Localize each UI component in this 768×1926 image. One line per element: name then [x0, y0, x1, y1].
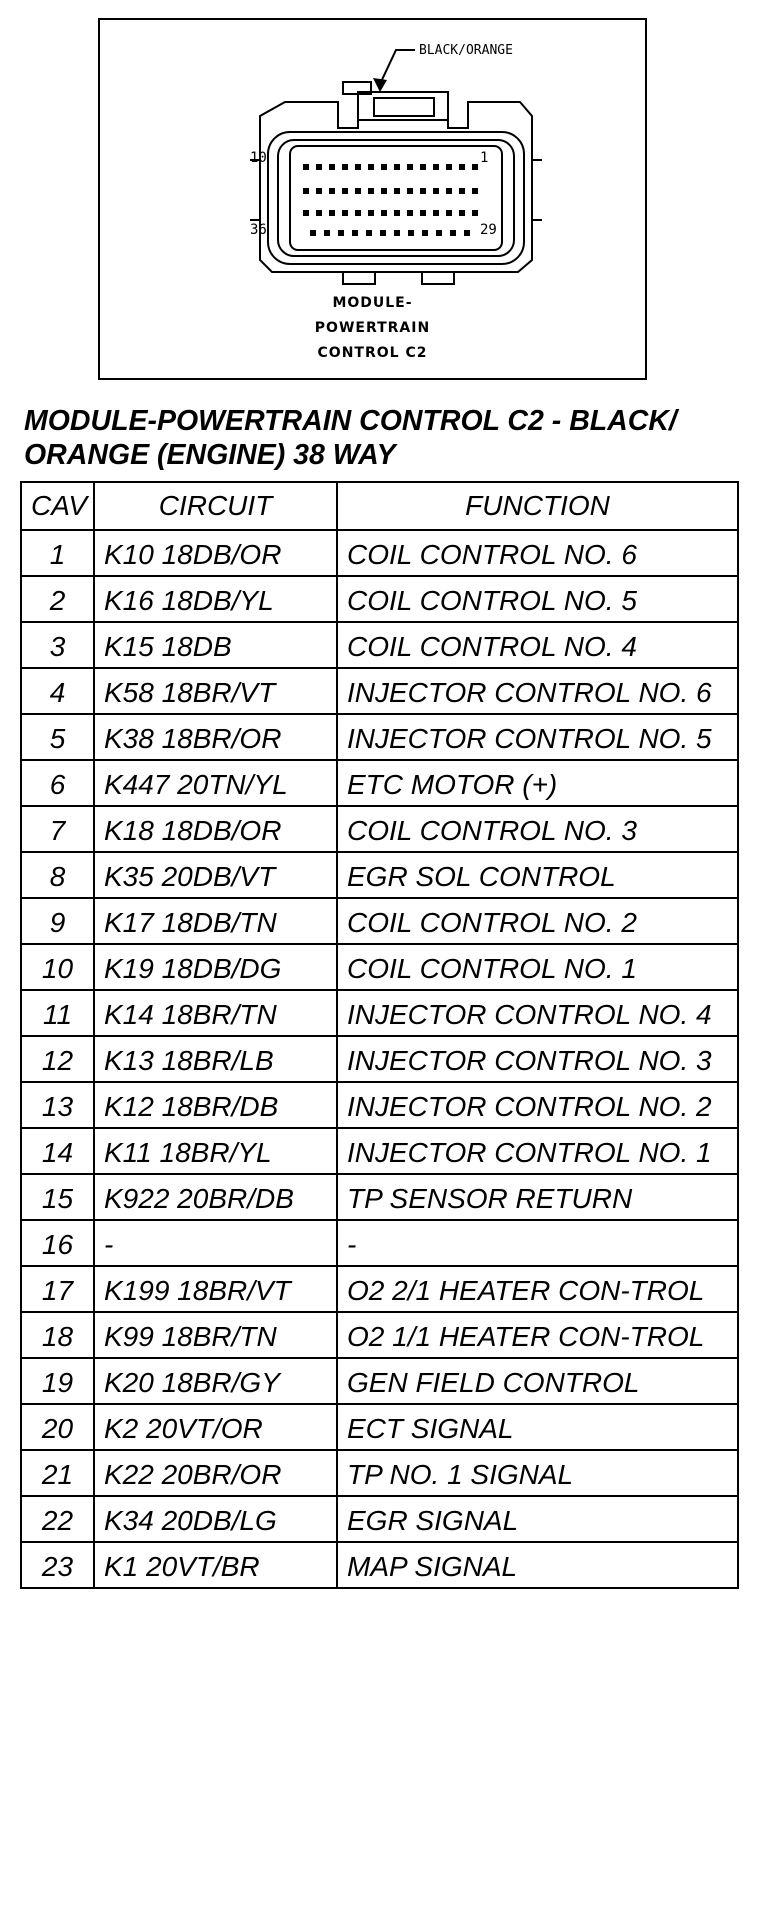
- cell-function: GEN FIELD CONTROL: [337, 1358, 738, 1404]
- table-row: [21, 1036, 738, 1082]
- table-row: [21, 622, 738, 668]
- table-row: [21, 898, 738, 944]
- cell-circuit: K13 18BR/LB: [94, 1036, 337, 1082]
- pin-label-1: 1: [480, 150, 489, 166]
- figure-caption-line: POWERTRAIN: [314, 320, 431, 336]
- table-row: [21, 1220, 738, 1266]
- table-row: [21, 990, 738, 1036]
- table-row: [21, 1542, 738, 1588]
- header-cav: CAV: [21, 482, 94, 530]
- header-function: FUNCTION: [337, 482, 738, 530]
- cell-function: INJECTOR CONTROL NO. 5: [337, 714, 738, 760]
- cell-cav: 5: [21, 714, 94, 760]
- cell-cav: 23: [21, 1542, 94, 1588]
- cell-circuit: K38 18BR/OR: [94, 714, 337, 760]
- cell-cav: 11: [21, 990, 94, 1036]
- cell-circuit: K58 18BR/VT: [94, 668, 337, 714]
- table-row: [21, 1128, 738, 1174]
- cell-function: COIL CONTROL NO. 1: [337, 944, 738, 990]
- cell-function: ETC MOTOR (+): [337, 760, 738, 806]
- callout-label: BLACK/ORANGE: [419, 43, 513, 58]
- table-row: [21, 1174, 738, 1220]
- table-row: [21, 1358, 738, 1404]
- connector-diagram: [98, 18, 647, 380]
- cell-circuit: K99 18BR/TN: [94, 1312, 337, 1358]
- cell-circuit: K12 18BR/DB: [94, 1082, 337, 1128]
- cell-circuit: K34 20DB/LG: [94, 1496, 337, 1542]
- cell-function: INJECTOR CONTROL NO. 2: [337, 1082, 738, 1128]
- cell-cav: 9: [21, 898, 94, 944]
- cell-cav: 14: [21, 1128, 94, 1174]
- cell-function: ECT SIGNAL: [337, 1404, 738, 1450]
- cell-circuit: K2 20VT/OR: [94, 1404, 337, 1450]
- cell-function: COIL CONTROL NO. 3: [337, 806, 738, 852]
- cell-cav: 20: [21, 1404, 94, 1450]
- cell-cav: 7: [21, 806, 94, 852]
- cell-circuit: K199 18BR/VT: [94, 1266, 337, 1312]
- table-title: MODULE-POWERTRAIN CONTROL C2 - BLACK/ ORANGE (ENGINE) 38 WAY: [24, 405, 677, 471]
- cell-cav: 12: [21, 1036, 94, 1082]
- cell-cav: 21: [21, 1450, 94, 1496]
- cell-function: INJECTOR CONTROL NO. 4: [337, 990, 738, 1036]
- cell-cav: 6: [21, 760, 94, 806]
- cell-circuit: K19 18DB/DG: [94, 944, 337, 990]
- cell-cav: 17: [21, 1266, 94, 1312]
- table-row: [21, 714, 738, 760]
- cell-cav: 1: [21, 530, 94, 576]
- cell-function: INJECTOR CONTROL NO. 6: [337, 668, 738, 714]
- table-row: [21, 1266, 738, 1312]
- cell-function: TP NO. 1 SIGNAL: [337, 1450, 738, 1496]
- cell-circuit: K14 18BR/TN: [94, 990, 337, 1036]
- cell-function: COIL CONTROL NO. 6: [337, 530, 738, 576]
- pin-label-36: 36: [250, 222, 267, 238]
- table-row: [21, 1404, 738, 1450]
- cell-circuit: K447 20TN/YL: [94, 760, 337, 806]
- cell-cav: 10: [21, 944, 94, 990]
- cell-circuit: K15 18DB: [94, 622, 337, 668]
- cell-circuit: K11 18BR/YL: [94, 1128, 337, 1174]
- cell-cav: 15: [21, 1174, 94, 1220]
- cell-cav: 16: [21, 1220, 94, 1266]
- cell-function: MAP SIGNAL: [337, 1542, 738, 1588]
- table-row: [21, 806, 738, 852]
- cell-cav: 22: [21, 1496, 94, 1542]
- cell-function: INJECTOR CONTROL NO. 3: [337, 1036, 738, 1082]
- cell-function: COIL CONTROL NO. 4: [337, 622, 738, 668]
- cell-cav: 3: [21, 622, 94, 668]
- cell-circuit: K20 18BR/GY: [94, 1358, 337, 1404]
- cell-circuit: K22 20BR/OR: [94, 1450, 337, 1496]
- cell-cav: 4: [21, 668, 94, 714]
- cell-function: COIL CONTROL NO. 5: [337, 576, 738, 622]
- table-row: [21, 944, 738, 990]
- cell-circuit: K18 18DB/OR: [94, 806, 337, 852]
- pin-label-10: 10: [250, 150, 267, 166]
- cell-function: -: [337, 1220, 738, 1266]
- cell-cav: 19: [21, 1358, 94, 1404]
- cell-circuit: K1 20VT/BR: [94, 1542, 337, 1588]
- table-row: [21, 668, 738, 714]
- cell-function: EGR SIGNAL: [337, 1496, 738, 1542]
- cell-cav: 18: [21, 1312, 94, 1358]
- cell-function: O2 2/1 HEATER CON-TROL: [337, 1266, 738, 1312]
- table-header-row: [21, 482, 738, 530]
- cell-circuit: K16 18DB/YL: [94, 576, 337, 622]
- table-row: [21, 760, 738, 806]
- figure-caption-line: CONTROL C2: [317, 345, 428, 361]
- header-circuit: CIRCUIT: [94, 482, 337, 530]
- pin-label-29: 29: [480, 222, 497, 238]
- cell-circuit: K17 18DB/TN: [94, 898, 337, 944]
- cell-function: TP SENSOR RETURN: [337, 1174, 738, 1220]
- cell-function: INJECTOR CONTROL NO. 1: [337, 1128, 738, 1174]
- cell-circuit: K922 20BR/DB: [94, 1174, 337, 1220]
- table-row: [21, 530, 738, 576]
- table-row: [21, 1496, 738, 1542]
- cell-function: O2 1/1 HEATER CON-TROL: [337, 1312, 738, 1358]
- pinout-table: [20, 481, 739, 1589]
- table-row: [21, 1312, 738, 1358]
- cell-function: EGR SOL CONTROL: [337, 852, 738, 898]
- cell-circuit: K10 18DB/OR: [94, 530, 337, 576]
- cell-cav: 13: [21, 1082, 94, 1128]
- table-row: [21, 576, 738, 622]
- cell-circuit: K35 20DB/VT: [94, 852, 337, 898]
- cell-function: COIL CONTROL NO. 2: [337, 898, 738, 944]
- cell-cav: 8: [21, 852, 94, 898]
- table-row: [21, 1082, 738, 1128]
- table-row: [21, 1450, 738, 1496]
- figure-caption-line: MODULE-: [332, 295, 413, 311]
- cell-circuit: -: [94, 1220, 337, 1266]
- table-row: [21, 852, 738, 898]
- cell-cav: 2: [21, 576, 94, 622]
